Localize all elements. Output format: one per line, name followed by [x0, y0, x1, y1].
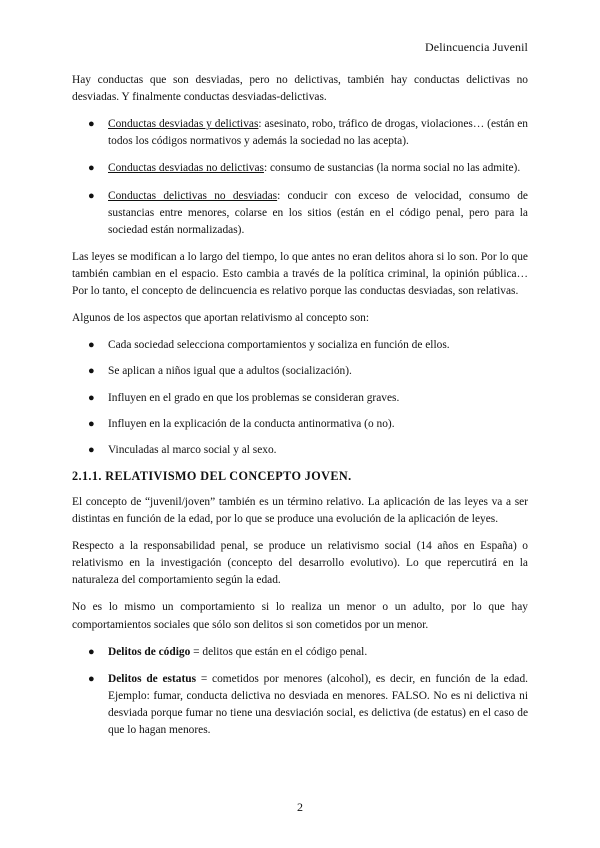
aspects-intro: Algunos de los aspectos que aportan relativismo al concepto son: — [72, 312, 370, 325]
intro-paragraph: Hay conductas que son desviadas, pero no delictivas, también hay conductas delictivas no desviadas. Y finalmente conductas desviadas-delictivas. — [72, 74, 528, 104]
bullet-icon: ● — [88, 162, 95, 175]
section-paragraph: El concepto de “juvenil/joven” también es un término relativo. La aplicación de las leyes va a ser distintas en función de la edad, por lo que se produce una evolución de la aplicación de leyes. — [72, 495, 528, 525]
aspects-list — [72, 337, 528, 459]
bullet-icon: ● — [88, 339, 95, 352]
list-item — [72, 188, 528, 239]
definition: : consumo de sustancias (la norma social no las admite). — [263, 162, 521, 175]
list-item — [72, 363, 528, 380]
list-item — [72, 671, 528, 739]
running-header: Delincuencia Juvenil — [425, 40, 528, 54]
laws-paragraph: Las leyes se modifican a lo largo del tiempo, lo que antes no eran delitos ahora si lo son. Por lo que también cambian en el espacio. Esto cambia a través de la política criminal, la opinión pública… Por lo tanto, el concepto de delincuencia es relativo porque las conductas desviadas, son relativas. — [72, 250, 528, 298]
definition: = cometidos por menores (alcohol), es decir, en función de la edad. Ejemplo: fumar, conducta delictiva no desviada en menores. FALSO. No es ni delictiva ni desviada porque fumar no tiene una desviación social, es delictiva (de estatus) en el caso de que lo hagan menores. — [108, 672, 528, 737]
list-item-text: Influyen en el grado en que los problemas se consideran graves. — [108, 391, 400, 404]
list-item — [72, 390, 528, 407]
bullet-icon: ● — [88, 672, 95, 685]
list-item — [72, 337, 528, 354]
bullet-icon: ● — [88, 189, 95, 202]
list-item — [72, 416, 528, 433]
list-item-text: Se aplican a niños igual que a adultos (socialización). — [108, 365, 352, 378]
definition: = delitos que están en el código penal. — [190, 645, 368, 658]
term: Conductas desviadas y delictivas — [108, 118, 259, 131]
bullet-icon: ● — [88, 645, 95, 658]
term: Delitos de código — [108, 645, 191, 658]
list-item — [72, 442, 528, 459]
bullet-icon: ● — [88, 365, 95, 378]
page-body — [72, 72, 528, 749]
section-paragraph: Respecto a la responsabilidad penal, se produce un relativismo social (14 años en España) o relativismo en la investigación (concepto del desarrollo evolutivo). Lo que repercutirá en la naturaleza del comportamiento según la edad. — [72, 540, 528, 587]
section-paragraph: No es lo mismo un comportamiento si lo realiza un menor o un adulto, por lo que hay comportamientos sociales que sólo son delitos si son cometidos por un menor. — [72, 601, 528, 631]
list-item-text: Cada sociedad selecciona comportamientos y socializa en función de ellos. — [108, 339, 450, 352]
term: Delitos de estatus — [108, 672, 197, 685]
list-item — [72, 160, 528, 177]
bullet-icon: ● — [88, 118, 95, 131]
offenses-list — [72, 644, 528, 740]
page-number: 2 — [297, 800, 303, 814]
list-item-text: Vinculadas al marco social y al sexo. — [108, 443, 277, 456]
bullet-icon: ● — [88, 391, 95, 404]
list-item — [72, 644, 528, 661]
bullet-icon: ● — [88, 417, 95, 430]
conduct-types-list — [72, 116, 528, 239]
section-heading: 2.1.1. RELATIVISMO DEL CONCEPTO JOVEN. — [72, 468, 352, 483]
list-item — [72, 116, 528, 150]
term: Conductas desviadas no delictivas — [108, 162, 264, 175]
definition: : asesinato, robo, tráfico de drogas, violaciones… (están en todos los códigos normativos y además la sociedad no las acepta). — [108, 118, 528, 148]
bullet-icon: ● — [88, 443, 95, 456]
definition: : conducir con exceso de velocidad, consumo de sustancias entre menores, colarse en los sitios (están en el código penal, pero para la sociedad están normalizadas). — [108, 189, 528, 236]
term: Conductas delictivas no desviadas — [108, 189, 278, 202]
list-item-text: Influyen en la explicación de la conducta antinormativa (o no). — [108, 417, 395, 430]
